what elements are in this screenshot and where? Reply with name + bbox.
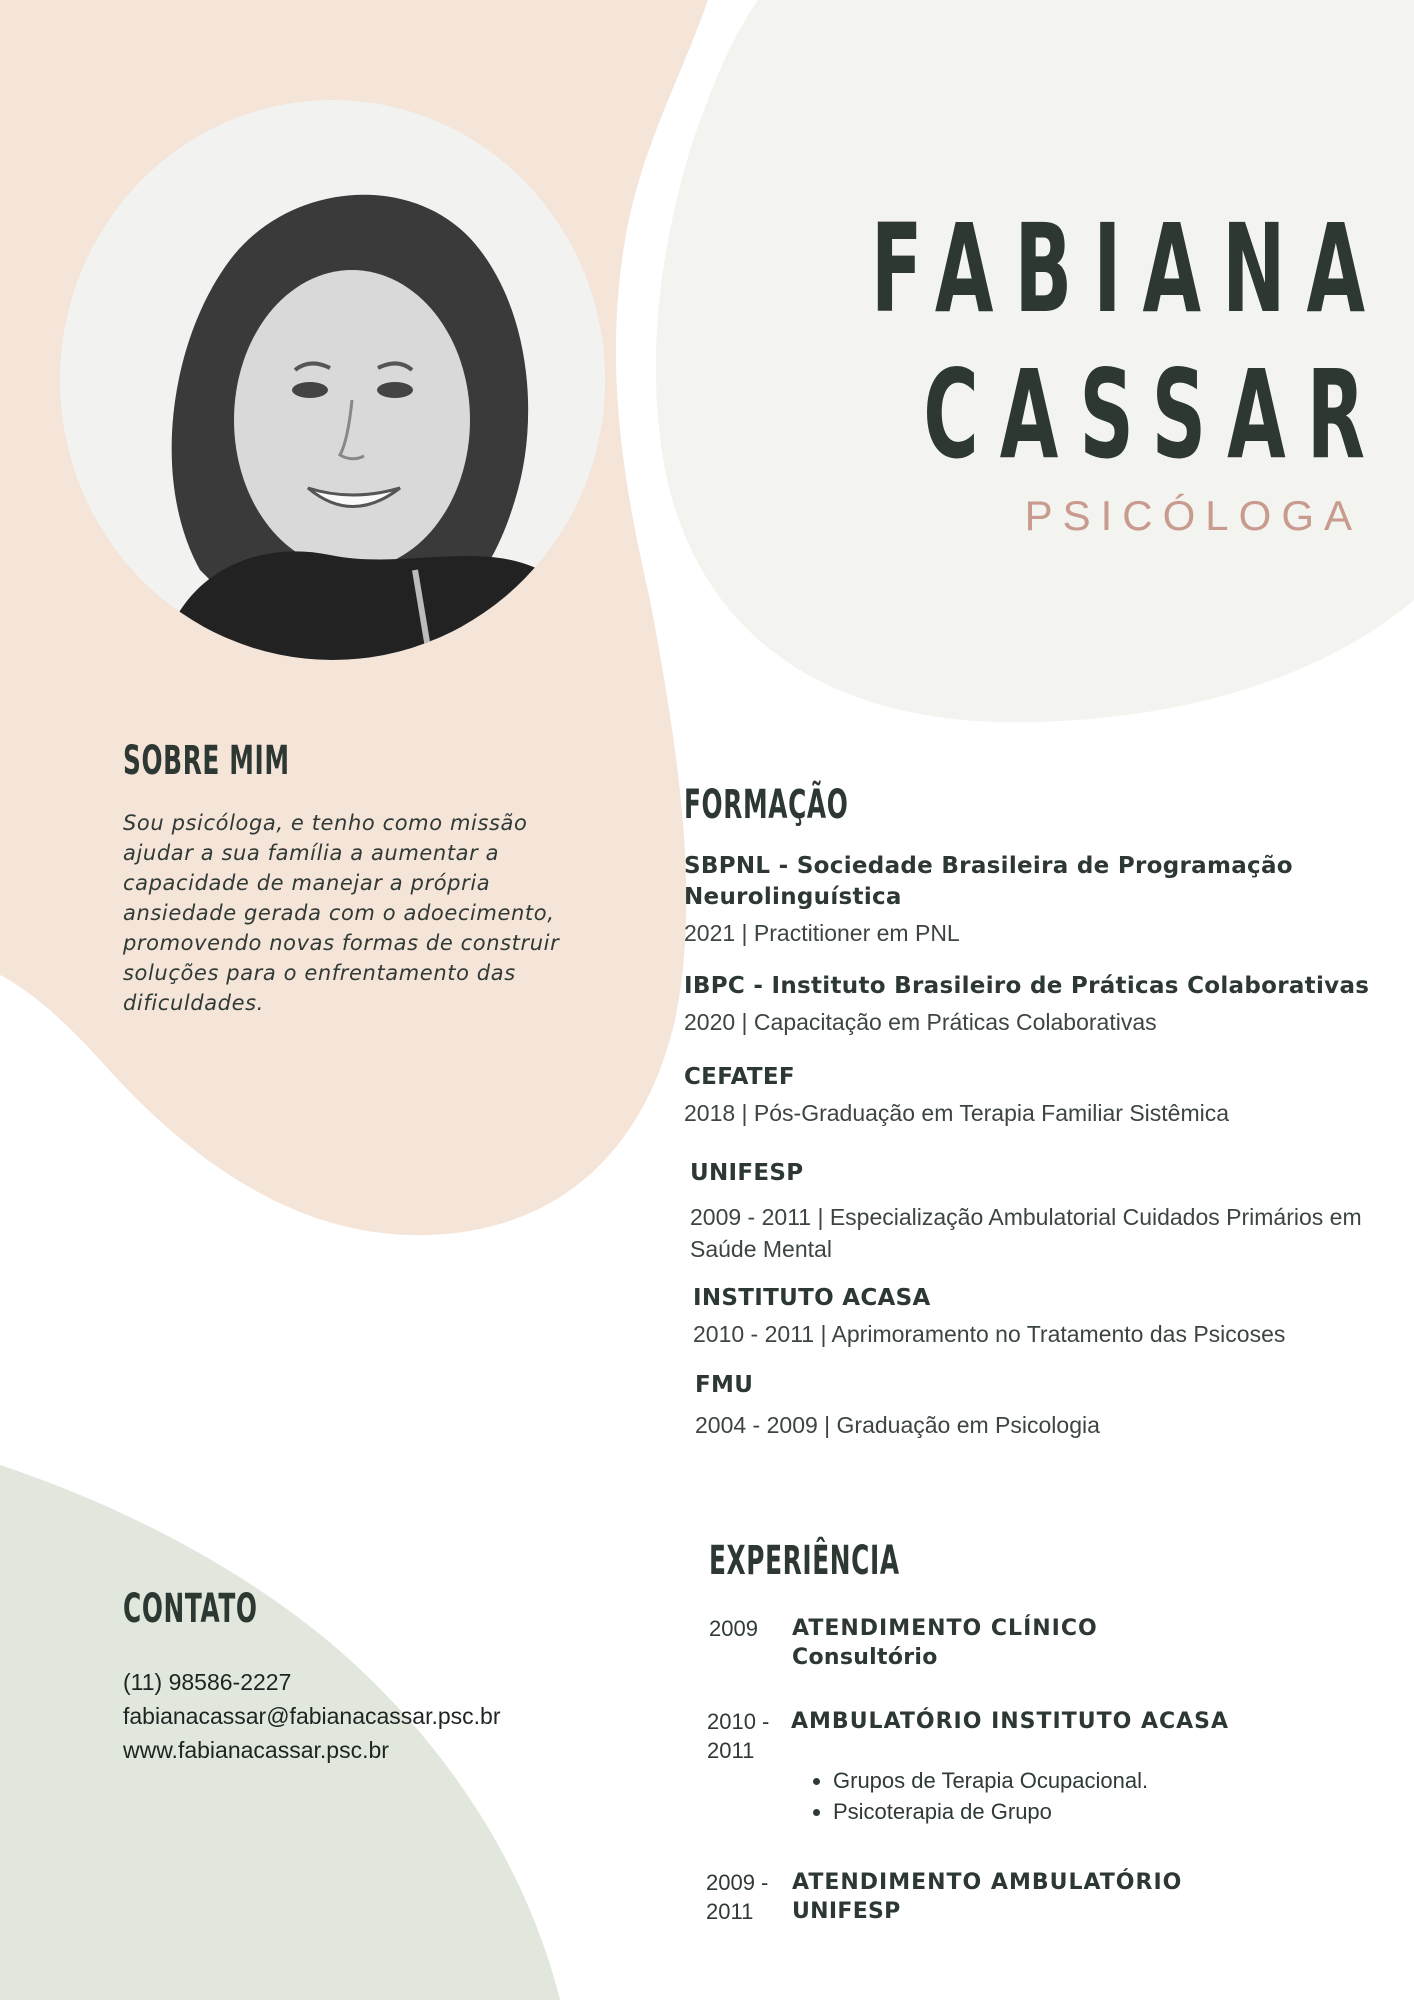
education-item — [684, 971, 1394, 1038]
education-detail: 2010 - 2011 | Aprimoramento no Tratamento das Psicoses — [693, 1321, 1286, 1347]
experience-year — [706, 1868, 786, 1926]
website-link[interactable]: www.fabianacassar.psc.br — [123, 1737, 389, 1763]
experience-role: AMBULATÓRIO INSTITUTO ACASA — [791, 1709, 1230, 1734]
experience-year — [709, 1614, 789, 1643]
education-institution: SBPNL - Sociedade Brasileira de Programação Neurolinguística — [684, 853, 1293, 910]
bullet-item: • Grupos de Terapia Ocupacional. — [833, 1765, 1148, 1796]
year-end: 2011 — [707, 1738, 755, 1763]
first-name: FABIANA — [870, 198, 1386, 340]
experience-place: Consultório — [792, 1645, 938, 1670]
phone-number[interactable]: (11) 98586-2227 — [123, 1669, 292, 1695]
education-institution: FMU — [695, 1372, 754, 1398]
education-detail: 2018 | Pós-Graduação em Terapia Familiar Sistêmica — [684, 1100, 1230, 1126]
experience-entry — [791, 1707, 1229, 1736]
about-text: Sou psicóloga, e tenho como missão ajudar a sua família a aumentar a capacidade de manejar a própria ansiedade gerada com o adoecimento, promovendo novas formas de construir soluções para o enfrentamento das dificuldades. — [123, 811, 560, 1015]
year-start: 2009 - — [706, 1870, 769, 1895]
experience-bullets — [799, 1765, 1148, 1827]
job-title: PSICÓLOGA — [1024, 492, 1362, 539]
education-detail: 2009 - 2011 | Especialização Ambulatorial Cuidados Primários em Saúde Mental — [690, 1204, 1362, 1262]
profile-photo — [60, 100, 605, 660]
last-name: CASSAR — [923, 344, 1386, 486]
email-link[interactable]: fabianacassar@fabianacassar.psc.br — [123, 1703, 501, 1729]
experience-entry — [792, 1868, 1182, 1926]
portrait-icon — [60, 100, 605, 660]
about-title: SOBRE MIM — [123, 738, 290, 784]
education-item — [684, 1062, 1394, 1129]
experience-place: UNIFESP — [792, 1899, 901, 1924]
education-detail: 2020 | Capacitação em Práticas Colaborativas — [684, 1009, 1157, 1035]
experience-title: EXPERIÊNCIA — [709, 1538, 900, 1584]
education-institution: UNIFESP — [690, 1160, 804, 1186]
bullet-item: • Psicoterapia de Grupo — [833, 1796, 1148, 1827]
education-item — [684, 851, 1394, 949]
education-item — [695, 1370, 1405, 1441]
contact-block — [123, 1665, 501, 1767]
education-detail: 2021 | Practitioner em PNL — [684, 920, 960, 946]
name-block — [555, 196, 1386, 540]
experience-role: ATENDIMENTO AMBULATÓRIO — [792, 1870, 1183, 1895]
year-start: 2010 - — [707, 1709, 770, 1734]
experience-year — [707, 1707, 787, 1765]
education-item — [693, 1283, 1403, 1350]
education-institution: CEFATEF — [684, 1064, 795, 1090]
education-institution: INSTITUTO ACASA — [693, 1285, 931, 1311]
experience-entry — [792, 1614, 1098, 1672]
year-end: 2011 — [706, 1899, 754, 1924]
education-detail: 2004 - 2009 | Graduação em Psicologia — [695, 1412, 1100, 1438]
year-start: 2009 — [709, 1616, 758, 1641]
education-title: FORMAÇÃO — [684, 782, 849, 828]
education-item — [690, 1158, 1400, 1265]
experience-role: ATENDIMENTO CLÍNICO — [792, 1616, 1098, 1641]
contact-title: CONTATO — [123, 1586, 258, 1632]
education-institution: IBPC - Instituto Brasileiro de Práticas Colaborativas — [684, 973, 1370, 999]
